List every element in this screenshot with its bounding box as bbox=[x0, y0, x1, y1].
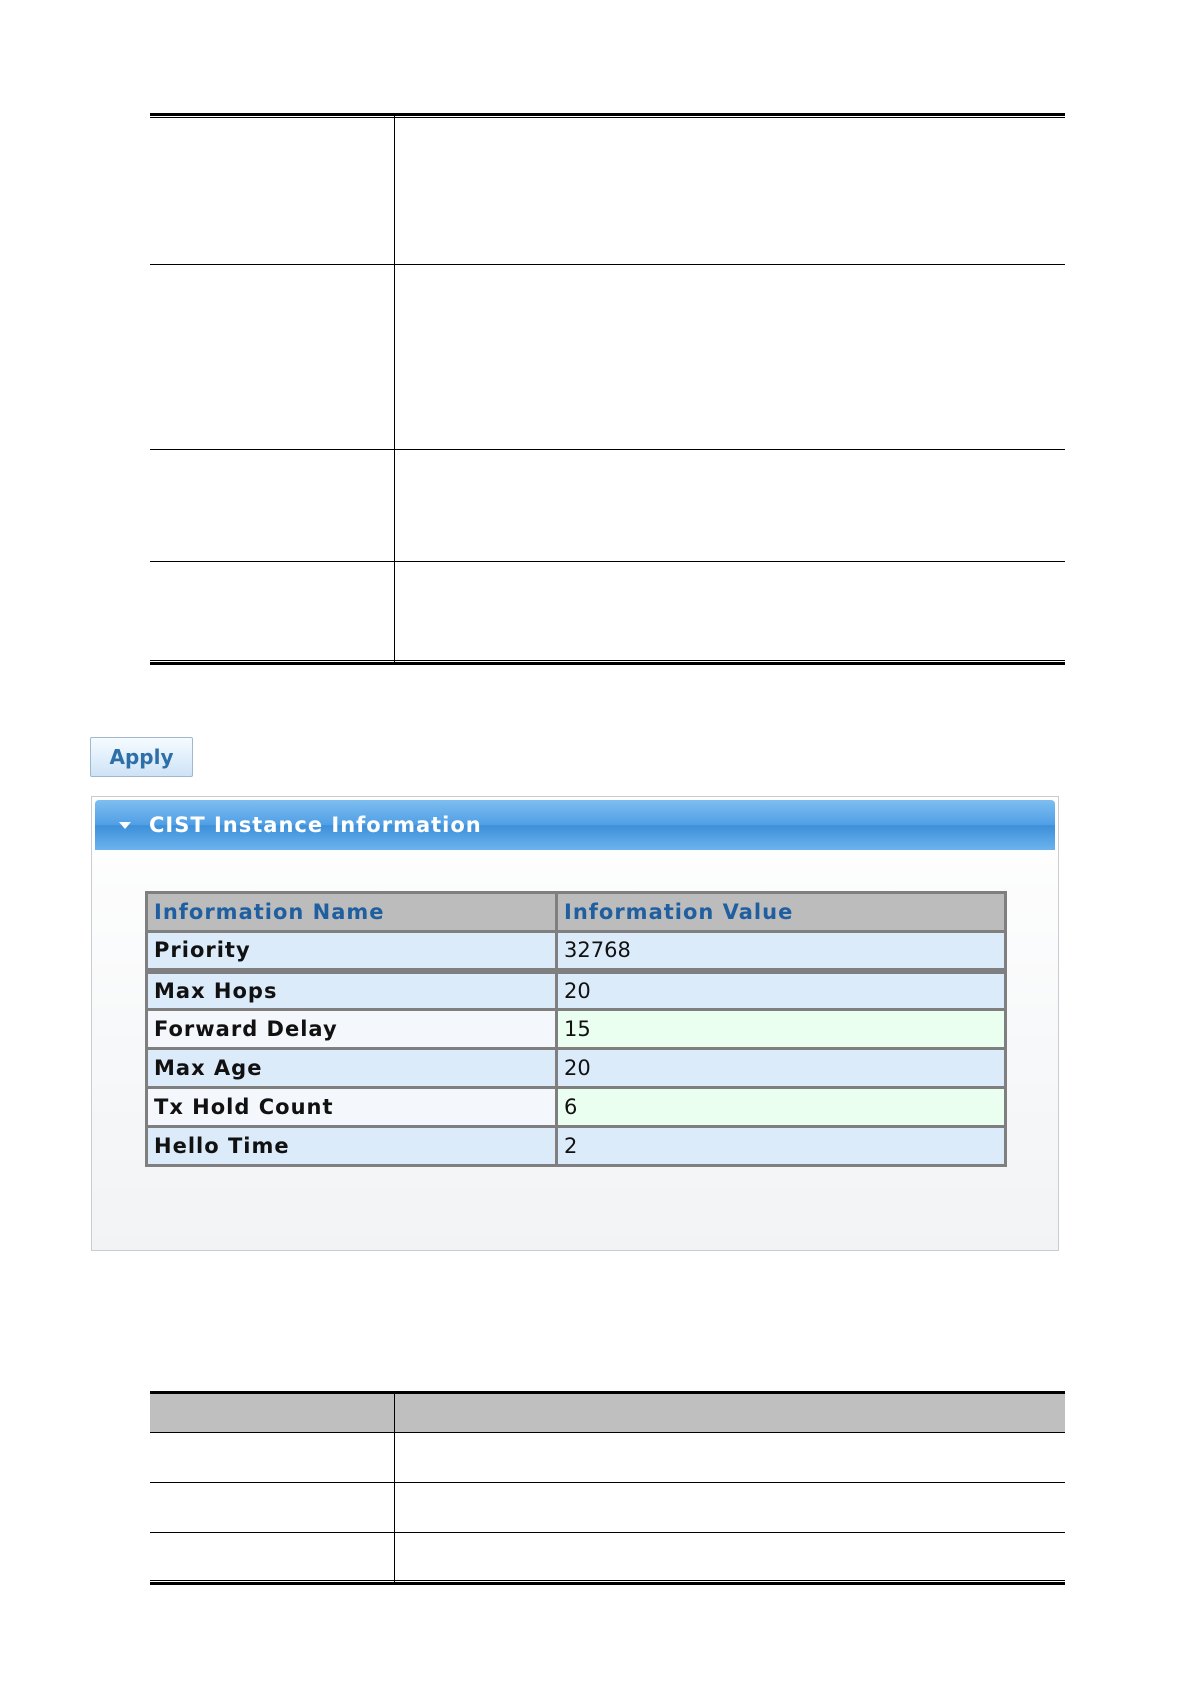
table-row bbox=[147, 1088, 1006, 1127]
row-value: 6 bbox=[557, 1088, 1006, 1127]
collapse-caret-icon[interactable] bbox=[119, 822, 131, 829]
row-value: 15 bbox=[557, 1010, 1006, 1049]
apply-button[interactable]: Apply bbox=[90, 737, 193, 777]
table-row bbox=[147, 1010, 1006, 1049]
top-document-table bbox=[150, 115, 1065, 663]
bottom-document-table bbox=[150, 1394, 1065, 1582]
table-header-row bbox=[147, 893, 1006, 932]
column-header-value: Information Value bbox=[557, 893, 1006, 932]
row-value: 32768 bbox=[557, 932, 1006, 971]
panel-title: CIST Instance Information bbox=[149, 813, 482, 837]
table-row bbox=[147, 932, 1006, 971]
table-row bbox=[150, 562, 1065, 664]
bottom-table-bottom-rule bbox=[150, 1580, 1065, 1585]
table-row bbox=[150, 1483, 1065, 1533]
cist-info-table bbox=[145, 891, 1007, 1167]
table-header-row bbox=[150, 1394, 1065, 1433]
row-value: 2 bbox=[557, 1127, 1006, 1166]
table-row bbox=[150, 1433, 1065, 1483]
table-row bbox=[150, 115, 1065, 265]
table-row bbox=[150, 1533, 1065, 1583]
row-name: Tx Hold Count bbox=[147, 1088, 557, 1127]
column-header-name: Information Name bbox=[147, 893, 557, 932]
row-value: 20 bbox=[557, 971, 1006, 1010]
row-value: 20 bbox=[557, 1049, 1006, 1088]
row-name: Forward Delay bbox=[147, 1010, 557, 1049]
table-row bbox=[147, 971, 1006, 1010]
table-row bbox=[147, 1127, 1006, 1166]
table-row bbox=[150, 450, 1065, 562]
row-name: Max Hops bbox=[147, 971, 557, 1010]
table-row bbox=[150, 265, 1065, 450]
row-name: Max Age bbox=[147, 1049, 557, 1088]
row-name: Priority bbox=[147, 932, 557, 971]
row-name: Hello Time bbox=[147, 1127, 557, 1166]
top-table-bottom-rule bbox=[150, 660, 1065, 665]
cist-instance-panel bbox=[91, 796, 1059, 1251]
panel-header[interactable] bbox=[95, 800, 1055, 850]
table-row bbox=[147, 1049, 1006, 1088]
